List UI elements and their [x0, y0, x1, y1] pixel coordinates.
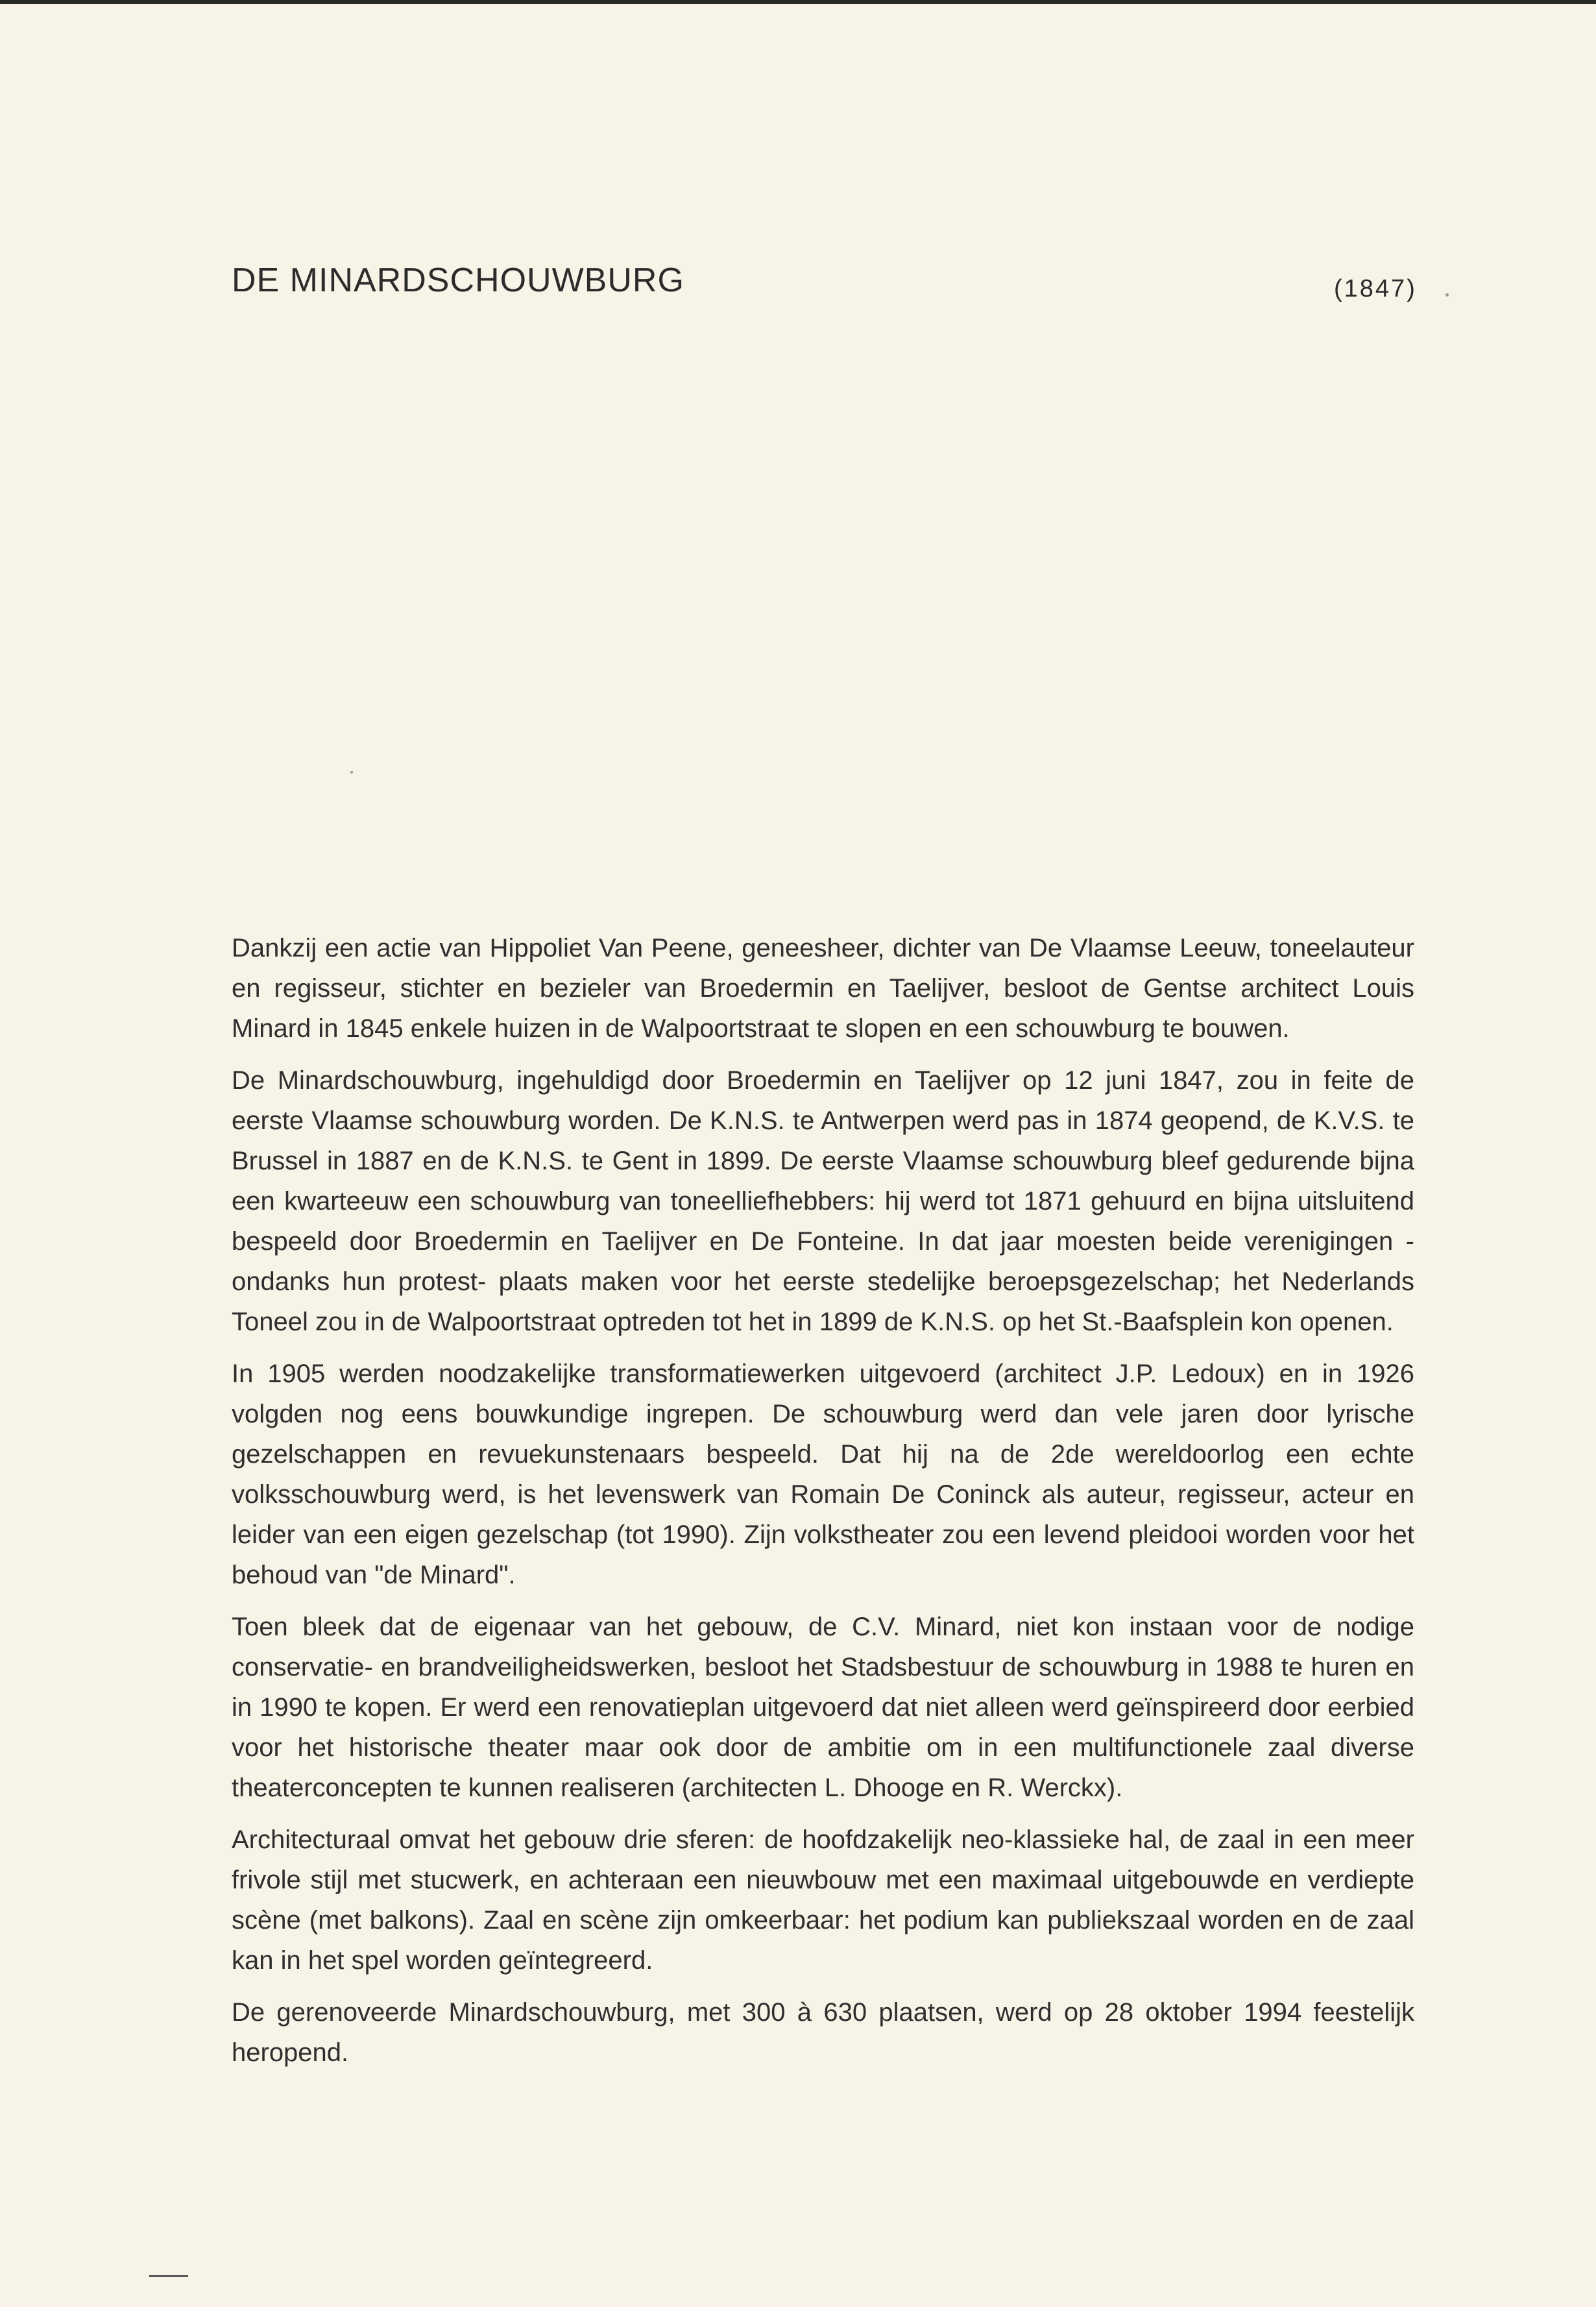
paragraph: Dankzij een actie van Hippoliet Van Peene, geneesheer, dichter van De Vlaamse Leeuw, toneelauteur en regisseur, stichter en bezieler van Broedermin en Taelijver, besloot de Gentse architect Louis Minard in 1845 enkele huizen in de Walpoortstraat te slopen en een schouwburg te bouwen.	[232, 934, 1414, 1043]
paragraph: Toen bleek dat de eigenaar van het gebouw, de C.V. Minard, niet kon instaan voor de nodige conservatie- en brandveiligheidswerken, besloot het Stadsbestuur de schouwburg in 1988 te huren en in 1990 te kopen. Er werd een renovatieplan uitgevoerd dat niet alleen werd geïnspireerd door eerbied voor het historische theater maar ook door de ambitie om in een multifunctionele zaal diverse theaterconcepten te kunnen realiseren (architecten L. Dhooge en R. Werckx).	[232, 1613, 1414, 1802]
paragraph: Architecturaal omvat het gebouw drie sferen: de hoofdzakelijk neo-klassieke hal, de zaal in een meer frivole stijl met stucwerk, en achteraan een nieuwbouw met een maximaal uitgebouwde en verdiepte scène (met balkons). Zaal en scène zijn omkeerbaar: het podium kan publiekszaal worden en de zaal kan in het spel worden geïntegreerd.	[232, 1825, 1414, 1975]
scan-corner-mark	[149, 2275, 188, 2277]
paragraph: In 1905 werden noodzakelijke transformatiewerken uitgevoerd (architect J.P. Ledoux) en in 1926 volgden nog eens bouwkundige ingrepen. De schouwburg werd dan vele jaren door lyrische gezelschappen en revuekunstenaars bespeeld. Dat hij na de 2de wereldoorlog een echte volksschouwburg werd, is het levenswerk van Romain De Coninck als auteur, regisseur, acteur en leider van een eigen gezelschap (tot 1990). Zijn volkstheater zou een levend pleidooi worden voor het behoud van "de Minard".	[232, 1360, 1414, 1589]
scan-top-edge	[0, 0, 1596, 4]
paragraph: De Minardschouwburg, ingehuldigd door Broedermin en Taelijver op 12 juni 1847, zou in feite de eerste Vlaamse schouwburg worden. De K.N.S. te Antwerpen werd pas in 1874 geopend, de K.V.S. te Brussel in 1887 en de K.N.S. te Gent in 1899. De eerste Vlaamse schouwburg bleef gedurende bijna een kwarteeuw een schouwburg van toneelliefhebbers: hij werd tot 1871 gehuurd en bijna uitsluitend bespeeld door Broedermin en Taelijver en De Fonteine. In dat jaar moesten beide verenigingen -ondanks hun protest- plaats maken voor het eerste stedelijke beroepsgezelschap; het Nederlands Toneel zou in de Walpoortstraat optreden tot het in 1899 de K.N.S. op het St.-Baafsplein kon openen.	[232, 1066, 1414, 1336]
paragraph: De gerenoveerde Minardschouwburg, met 300 à 630 plaatsen, werd op 28 oktober 1994 feestelijk heropend.	[232, 1998, 1414, 2067]
page-title: DE MINARDSCHOUWBURG	[232, 262, 684, 299]
title-year: (1847)	[1334, 275, 1417, 302]
article-body	[232, 928, 1414, 2084]
scan-speck	[1445, 293, 1449, 297]
scan-speck	[350, 771, 353, 774]
